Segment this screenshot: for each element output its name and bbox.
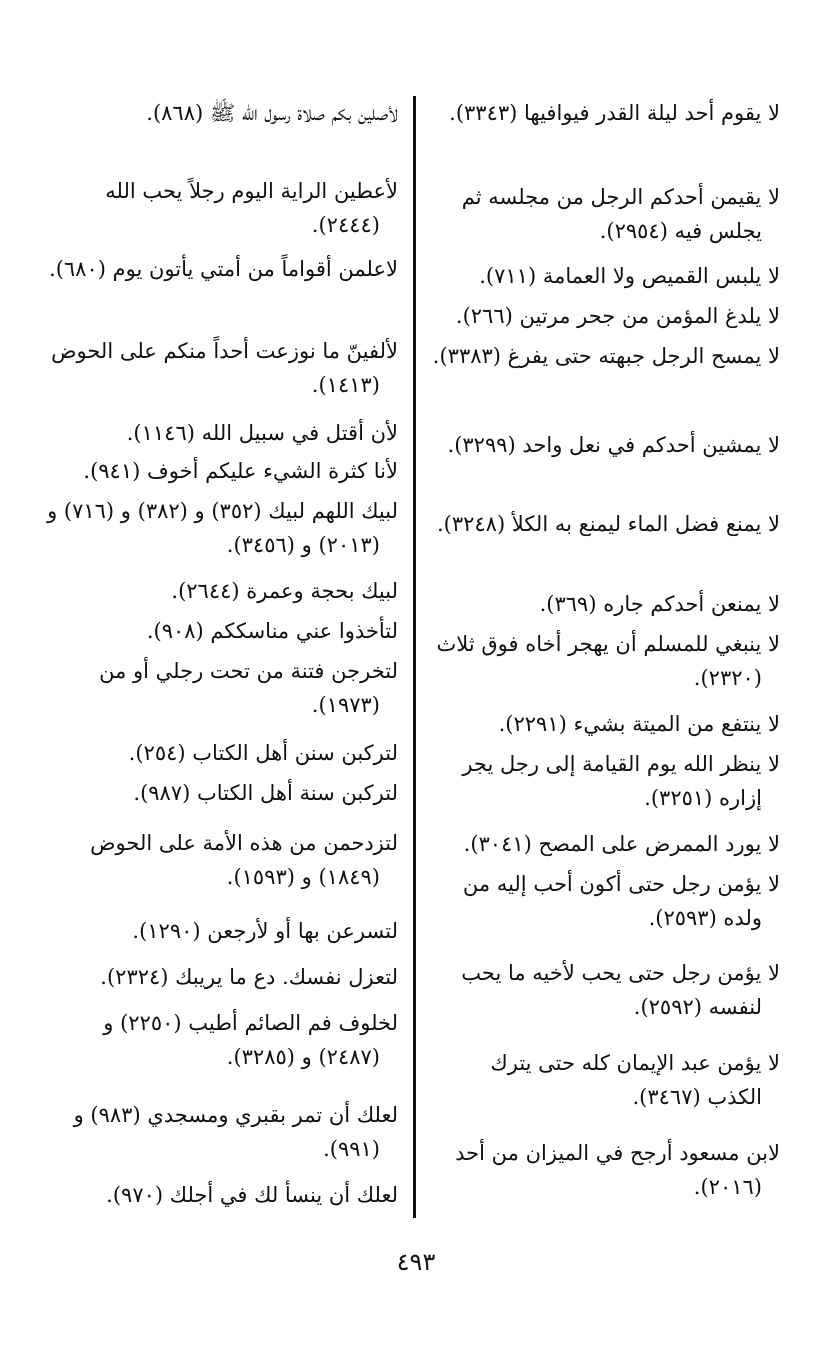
index-entry: لابن مسعود أرجح في الميزان من أحد (٢٠١٦). xyxy=(455,1141,780,1199)
index-entry: لا يمشين أحدكم في نعل واحد (٣٢٩٩). xyxy=(447,433,780,457)
index-entry: لا ينتفع من الميتة بشيء (٢٢٩١). xyxy=(498,712,780,736)
index-entry: لا يمنعن أحدكم جاره (٣٦٩). xyxy=(539,592,780,616)
index-entry: لا ينظر الله يوم القيامة إلى رجل يجر إزاره (٣٢٥١). xyxy=(462,752,780,810)
index-entry: لخلوف فم الصائم أطيب (٢٢٥٠) و (٢٤٨٧) و (٣٢٨٥). xyxy=(103,1011,398,1069)
index-entry: لبيك بحجة وعمرة (٢٦٤٤). xyxy=(171,579,398,603)
index-entry: لا يورد الممرض على المصح (٣٠٤١). xyxy=(463,832,780,856)
index-entry: لعلك أن تمر بقبري ومسجدي (٩٨٣) و (٩٩١). xyxy=(73,1103,398,1161)
index-entry: لتركبن سنة أهل الكتاب (٩٨٧). xyxy=(133,781,398,805)
index-entry: لا يؤمن رجل حتى أكون أحب إليه من ولده (٢٥٩٣). xyxy=(462,872,780,930)
index-entry: لتزدحمن من هذه الأمة على الحوض (١٨٤٩) و (١٥٩٣). xyxy=(90,831,398,889)
index-entry: لأنا كثرة الشيء عليكم أخوف (٩٤١). xyxy=(83,459,398,483)
page-number: ٤٩٣ xyxy=(396,1248,436,1276)
index-entry: لتخرجن فتنة من تحت رجلي أو من (١٩٧٣). xyxy=(99,659,398,717)
index-entry: لتركبن سنن أهل الكتاب (٢٥٤). xyxy=(128,741,398,765)
index-entry: لا يلبس القميص ولا العمامة (٧١١). xyxy=(479,264,780,288)
index-entry: لا يقوم أحد ليلة القدر فيوافيها (٣٣٤٣). xyxy=(449,101,780,125)
index-entry: لا يؤمن رجل حتى يحب لأخيه ما يحب لنفسه (٢٥٩٢). xyxy=(461,961,780,1019)
index-entry: لتعزل نفسك. دع ما يريبك (٢٣٢٤). xyxy=(100,965,398,989)
index-entry: لأن أقتل في سبيل الله (١١٤٦). xyxy=(126,421,398,445)
index-entry: لا يقيمن أحدكم الرجل من مجلسه ثم يجلس فيه (٢٩٥٤). xyxy=(461,185,780,243)
index-entry: لأعطين الراية اليوم رجلاً يحب الله (٢٤٤٤). xyxy=(105,179,398,237)
index-entry: لتأخذوا عني مناسككم (٩٠٨). xyxy=(146,619,398,643)
index-entry: لا يؤمن عبد الإيمان كله حتى يترك الكذب (٣٤٦٧). xyxy=(490,1051,780,1109)
index-entry: لتسرعن بها أو لأرجعن (١٢٩٠). xyxy=(132,919,398,943)
column-divider xyxy=(413,96,416,1218)
index-entry: لاعلمن أقواماً من أمتي يأتون يوم (٦٨٠). xyxy=(49,257,398,281)
index-entry: لعلك أن ينسأ لك في أجلك (٩٧٠). xyxy=(106,1183,398,1207)
index-entry: لا يمنع فضل الماء ليمنع به الكلأ (٣٢٤٨). xyxy=(436,512,780,536)
index-entry: لأصلين بكم صلاة رسول الله ﷺ (٨٦٨). xyxy=(146,101,398,125)
index-entry: لا يلدغ المؤمن من جحر مرتين (٢٦٦). xyxy=(455,304,780,328)
index-entry: لألفينّ ما نوزعت أحداً منكم على الحوض (١٤١٣). xyxy=(51,339,398,397)
index-entry: لا ينبغي للمسلم أن يهجر أخاه فوق ثلاث (٢٣٢٠). xyxy=(436,632,780,690)
index-entry: لبيك اللهم لبيك (٣٥٢) و (٣٨٢) و (٧١٦) و (٢٠١٣) و (٣٤٥٦). xyxy=(47,499,398,557)
index-entry: لا يمسح الرجل جبهته حتى يفرغ (٣٣٨٣). xyxy=(432,344,780,368)
